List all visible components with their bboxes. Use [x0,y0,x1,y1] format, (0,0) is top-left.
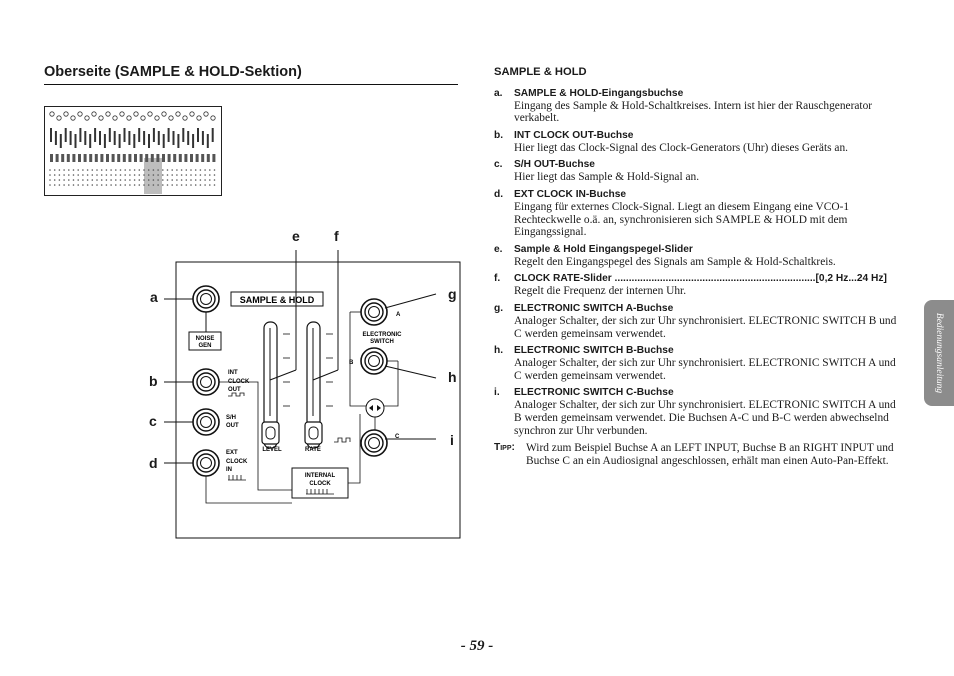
description-item [494,273,906,298]
jack-b-label: B [349,360,354,366]
item-description: Analoger Schalter, der sich zur Uhr synchronisiert. ELECTRONIC SWITCH B und C werden gemeinsam verwendet. [514,314,897,340]
item-letter: d. [494,188,504,200]
item-description: Regelt den Eingangspegel des Signals am Sample & Hold-Schaltkreis. [514,255,836,268]
noise-gen-label-2: GEN [198,343,212,349]
item-letter: b. [494,129,504,141]
slider-rate[interactable] [305,322,322,448]
item-letter: i. [494,387,500,399]
int-clock-out-label-3: OUT [228,387,241,393]
ext-clock-in-label-3: IN [226,467,232,473]
item-head [494,244,906,256]
ext-clock-in-label-2: CLOCK [226,459,248,465]
tip-label: Tipp: [494,442,515,454]
callout-g: g [448,286,457,302]
item-title: EXT CLOCK IN-Buchse [514,188,627,200]
item-title: ELECTRONIC SWITCH A-Buchse [514,302,674,314]
slider-rate-label: RATE [305,447,321,453]
item-head [494,273,906,285]
item-title: Sample & Hold Eingangspegel-Slider [514,243,693,255]
sample-hold-panel-diagram [140,228,480,540]
callout-a: a [150,289,158,305]
callout-i: i [450,432,454,448]
jack-sh-out[interactable] [193,409,219,435]
jack-ext-clock-in[interactable] [193,450,219,476]
front-panel-overview-illustration [44,106,222,196]
internal-clock-label-1: INTERNAL [304,473,336,479]
tip-text: Wird zum Beispiel Buchse A an LEFT INPUT, Buchse B an RIGHT INPUT und Buchse C an ein Audiosignal angeschlossen, erhält man einen Auto-Pan-Effekt. [526,442,894,467]
callout-d: d [149,455,158,471]
callout-h: h [448,369,457,385]
callout-e: e [292,228,300,244]
description-item [494,159,906,184]
callout-c: c [149,413,157,429]
description-item [494,345,906,382]
section-title: Oberseite (SAMPLE & HOLD-Sektion) [44,64,458,85]
item-letter: h. [494,345,504,357]
item-title: INT CLOCK OUT-Buchse [514,129,634,141]
page-number: - 59 - [460,638,494,654]
electronic-switch-label-2: SWITCH [370,339,394,345]
item-letter: e. [494,243,503,255]
slider-level-label: LEVEL [262,447,282,453]
description-list [494,88,906,438]
sample-hold-heading: SAMPLE & HOLD [494,66,587,78]
item-description: Hier liegt das Sample & Hold-Signal an. [514,171,700,184]
item-description: Hier liegt das Clock-Signal des Clock-Generators (Uhr) dieses Geräts an. [514,141,849,154]
noise-gen-label-1: NOISE [195,336,215,342]
item-title: ELECTRONIC SWITCH B-Buchse [514,345,674,357]
electronic-switch-label-1: ELECTRONIC [362,332,402,338]
item-head [494,189,906,201]
side-tab-label: Bedienungsanleitung [934,312,944,394]
item-title: SAMPLE & HOLD-Eingangsbuchse [514,87,684,99]
jack-int-clock-out[interactable] [193,369,219,395]
item-head [494,130,906,142]
item-letter: a. [494,87,503,99]
item-head [494,88,906,100]
jack-c-label: C [395,434,400,440]
callout-f: f [334,228,339,244]
item-head [494,303,906,315]
panel-title-label: SAMPLE & HOLD [239,295,315,305]
item-description: Analoger Schalter, der sich zur Uhr synchronisiert. ELECTRONIC SWITCH A und B werden gemeinsam verwendet. Die Buchsen A-C und B-C werden abwechselnd synchron zur Uhr verbunden. [514,399,896,437]
item-letter: f. [494,273,501,285]
jack-sample-hold-input[interactable] [193,286,219,312]
item-title: CLOCK RATE-Slider .......................................................................[0,2 Hz...24 Hz] [514,273,887,285]
item-head [494,159,906,171]
sh-out-label-2: OUT [226,423,239,429]
jack-switch-b[interactable] [361,348,387,374]
ext-clock-in-label-1: EXT [226,450,238,456]
int-clock-out-label-1: INT [228,370,238,376]
description-item [494,189,906,239]
description-item [494,88,906,125]
slider-level[interactable] [262,322,279,448]
jack-a-label: A [396,312,401,318]
item-description: Eingang für externes Clock-Signal. Liegt an diesem Eingang eine VCO-1 Rechteckwelle o.ä. an, synchronisieren sich SAMPLE & HOLD mit dem Eingangssignal. [514,200,850,239]
description-item [494,130,906,155]
description-item [494,244,906,269]
description-column [494,66,906,467]
sh-out-label-1: S/H [226,415,237,421]
item-description: Analoger Schalter, der sich zur Uhr synchronisiert. ELECTRONIC SWITCH A und C werden gemeinsam verwendet. [514,357,896,382]
item-title: ELECTRONIC SWITCH C-Buchse [514,387,674,399]
description-item [494,387,906,437]
item-head [494,387,906,399]
description-item [494,303,906,340]
jack-switch-c[interactable] [361,430,387,456]
item-description: Eingang des Sample & Hold-Schaltkreises. Intern ist hier der Rauschgenerator verkabelt. [514,99,873,125]
item-head [494,345,906,357]
internal-clock-label-2: CLOCK [309,481,331,487]
item-letter: g. [494,302,504,314]
int-clock-out-label-2: CLOCK [228,379,250,385]
side-tab [924,300,954,406]
jack-switch-a[interactable] [361,299,387,325]
item-letter: c. [494,159,503,171]
item-title: S/H OUT-Buchse [514,159,595,171]
tip-block [494,442,906,467]
item-description: Regelt die Frequenz der internen Uhr. [514,285,687,298]
callout-b: b [149,373,158,389]
